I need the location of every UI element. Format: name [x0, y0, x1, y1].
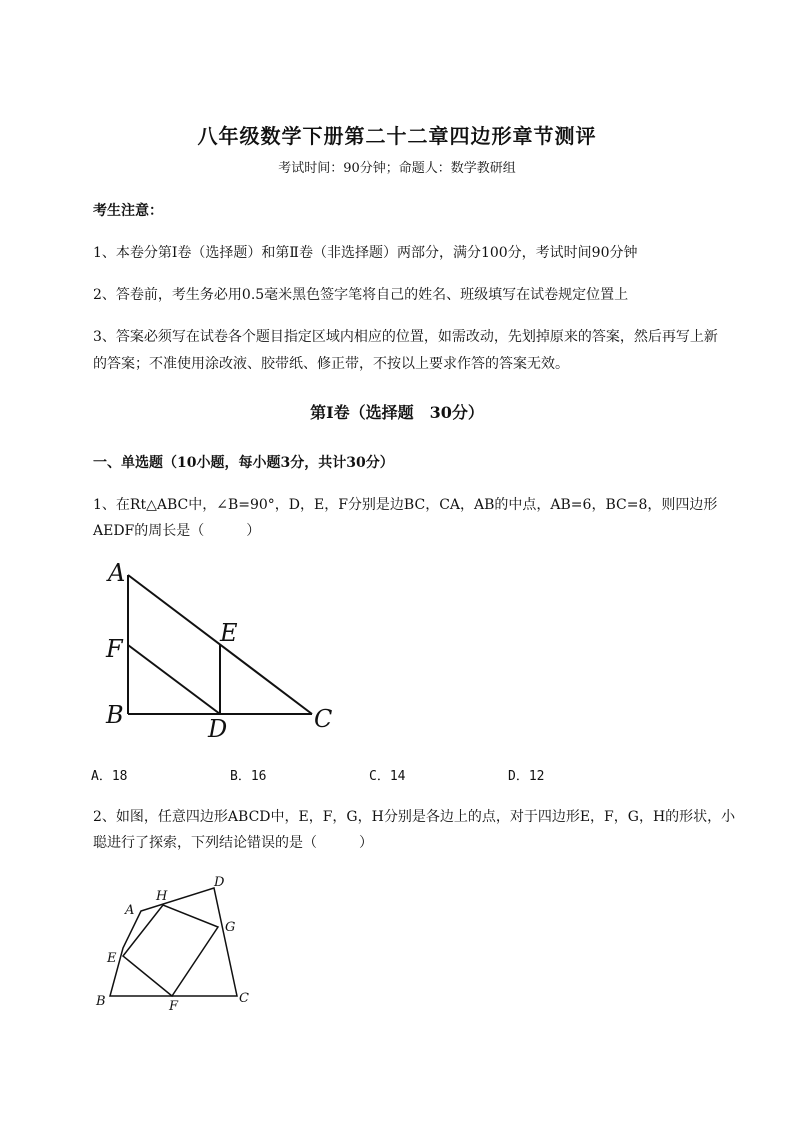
- question-2-text-cont: 聪进行了探索，下列结论错误的是（ ）: [93, 835, 373, 851]
- label-d: D: [208, 715, 228, 743]
- label-d: D: [214, 875, 225, 890]
- notice-item-3: 3、答案必须写在试卷各个题目指定区域内相应的位置，如需改动，先划掉原来的答案，然后再写上新: [93, 329, 718, 345]
- label-b: B: [106, 701, 124, 729]
- label-c: C: [239, 991, 249, 1006]
- question-2-text: 2、如图，任意四边形ABCD中，E，F，G，H分别是各边上的点，对于四边形E，F，G，H的形状，小: [93, 809, 736, 825]
- question-2-figure: [90, 868, 260, 1018]
- label-g: G: [225, 920, 236, 935]
- label-e: E: [220, 619, 238, 647]
- question-1-option-c: C．14: [369, 769, 406, 784]
- part-heading: 一、单选题（10小题，每小题3分，共计30分）: [93, 455, 394, 471]
- question-1-text: 1、在Rt△ABC中，∠B=90°，D，E，F分别是边BC，CA，AB的中点，AB=6，BC=8，则四边形: [93, 497, 718, 513]
- label-h: H: [156, 889, 168, 904]
- label-a: A: [125, 903, 135, 918]
- question-1-figure: [100, 555, 350, 745]
- label-e: E: [107, 951, 117, 966]
- question-1-text-cont: AEDF的周长是（ ）: [93, 523, 261, 539]
- label-b: B: [96, 994, 106, 1009]
- question-1-option-a: A．18: [91, 769, 128, 784]
- notice-heading: 考生注意：: [93, 203, 163, 219]
- label-c: C: [314, 705, 333, 733]
- notice-item-1: 1、本卷分第Ⅰ卷（选择题）和第Ⅱ卷（非选择题）两部分，满分100分，考试时间90分钟: [93, 245, 638, 261]
- question-1-option-b: B．16: [230, 769, 267, 784]
- page-title: 八年级数学下册第二十二章四边形章节测评: [197, 124, 597, 148]
- section-title: 第Ⅰ卷（选择题 30分）: [310, 403, 484, 422]
- question-1-option-d: D．12: [508, 769, 545, 784]
- label-f: F: [169, 999, 179, 1014]
- notice-item-2: 2、答卷前，考生务必用0.5毫米黑色签字笔将自己的姓名、班级填写在试卷规定位置上: [93, 287, 629, 303]
- notice-item-3-cont: 的答案；不准使用涂改液、胶带纸、修正带，不按以上要求作答的答案无效。: [93, 356, 569, 372]
- segment-fd: [128, 645, 220, 714]
- exam-info: 考试时间：90分钟；命题人：数学教研组: [278, 161, 516, 176]
- label-a: A: [108, 559, 126, 587]
- label-f: F: [106, 635, 123, 663]
